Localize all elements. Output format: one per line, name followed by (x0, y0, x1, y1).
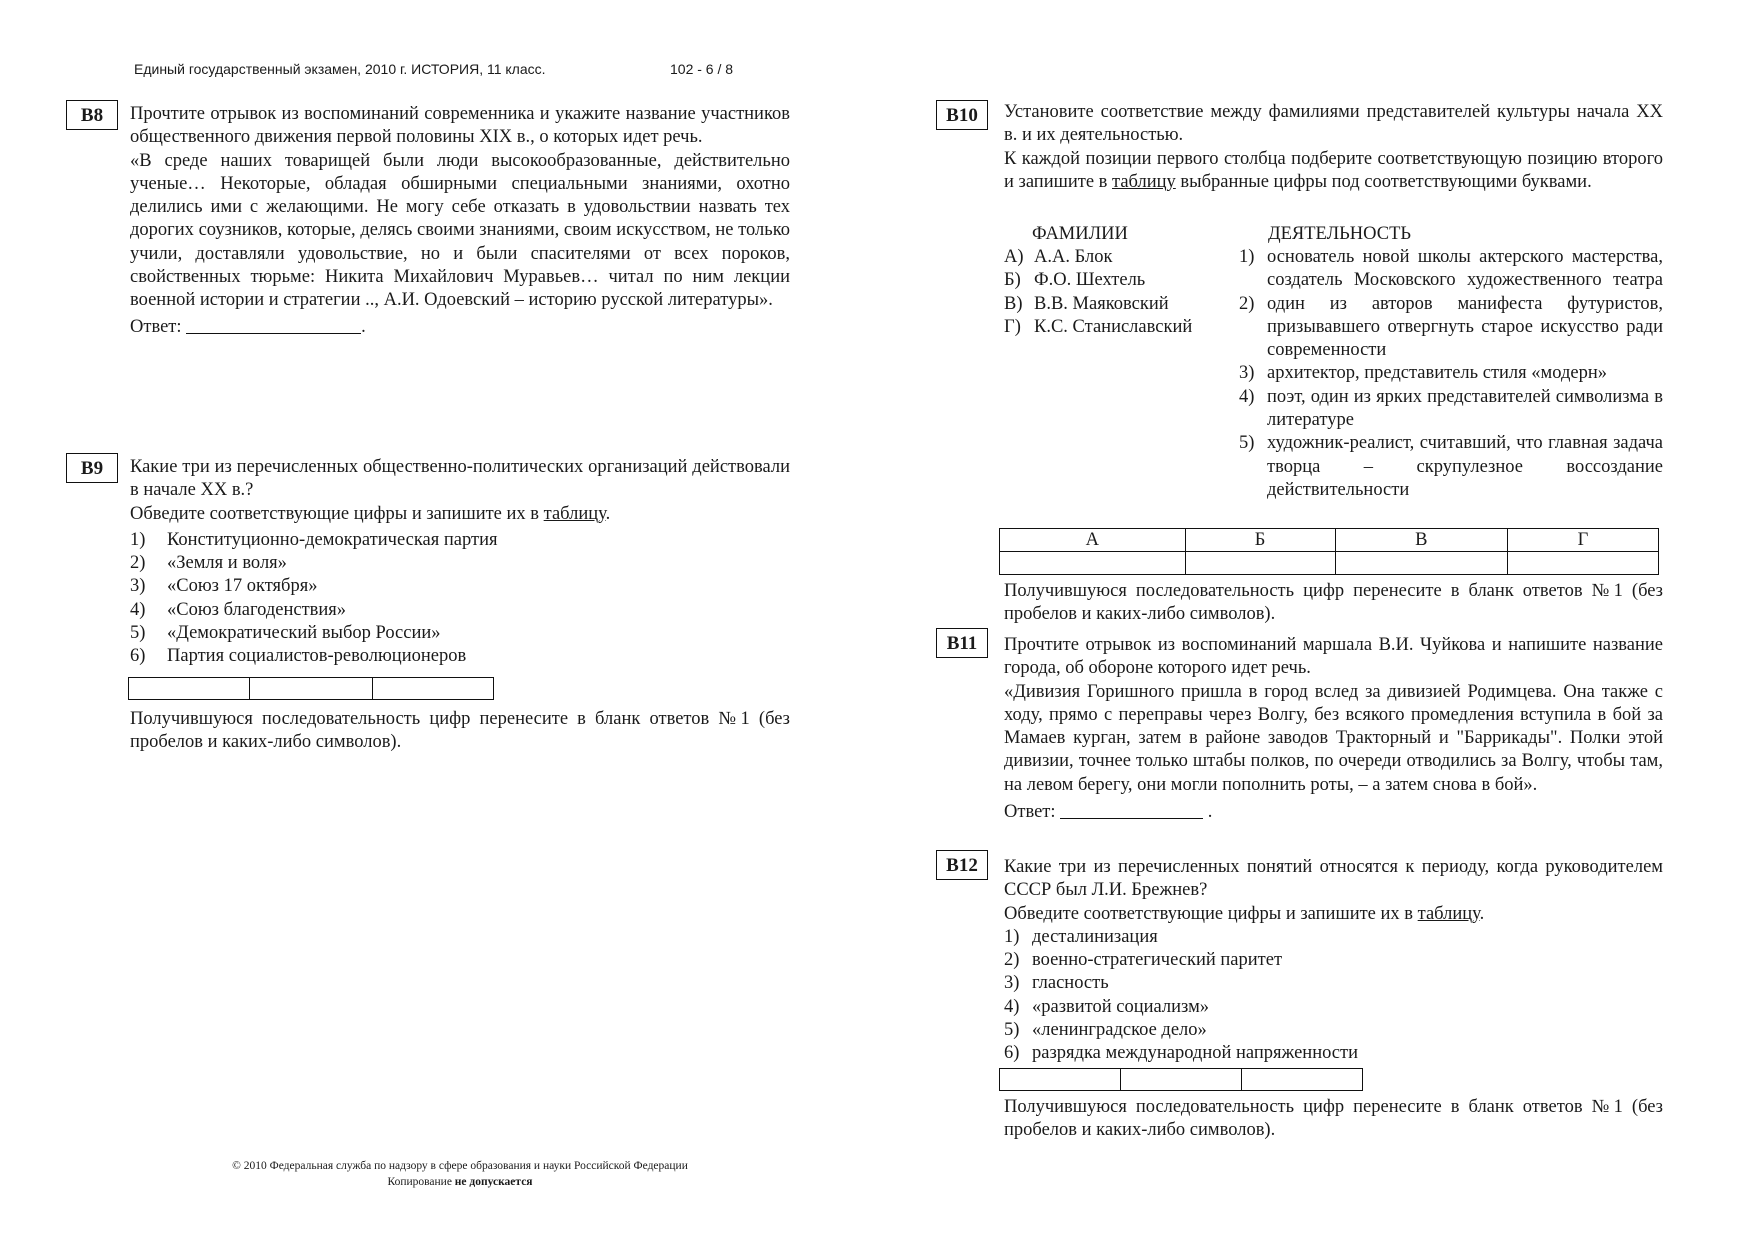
list-item: Г) К.С. Станиславский (1004, 316, 1193, 337)
b10-grid-header-b: Б (1185, 529, 1335, 552)
b12-transfer: Получившуюся последовательность цифр перенесите в бланк ответов №1 (без пробелов и каких-либо символов). (1004, 1097, 1663, 1141)
list-item: 2) военно-стратегический паритет (1004, 950, 1283, 971)
b10-transfer: Получившуюся последовательность цифр перенесите в бланк ответов №1 (без пробелов и каких-либо символов). (1004, 581, 1663, 625)
b11-label: B11 (936, 628, 988, 658)
page-footer (180, 1158, 740, 1190)
copyright-line: © 2010 Федеральная служба по надзору в сфере образования и науки Российской Федерации (232, 1160, 688, 1172)
page-number: 102 - 6 / 8 (670, 61, 734, 77)
list-item: 4) «Союз благоденствия» (130, 599, 347, 620)
b9-answer-cell-2[interactable] (250, 678, 373, 700)
b9-answer-table (128, 677, 494, 700)
list-item: 5) «ленинградское дело» (1004, 1020, 1207, 1041)
b10-names (1004, 246, 1192, 339)
list-item: 5) «Демократический выбор России» (130, 623, 441, 644)
page-header (134, 61, 734, 77)
b12-answer-cell-3[interactable] (1242, 1069, 1363, 1091)
list-item: 4) поэт, один из ярких представителей символизма в литературе (1239, 386, 1663, 431)
list-item: 1) основатель новой школы актерского мастерства, создатель Московского художественного театра (1239, 247, 1663, 291)
list-item: 2) «Земля и воля» (130, 553, 287, 574)
b9-answer-cell-1[interactable] (129, 678, 250, 700)
b10-table-link: таблицу (1112, 171, 1176, 192)
b9-question: Какие три из перечисленных общественно-политических организаций действовали в начале XX в.? (130, 457, 790, 501)
b9-question-block (130, 456, 790, 669)
b10-grid-header-a: А (1000, 529, 1186, 552)
b10-instruction: К каждой позиции первого столбца подберите соответствующую позицию второго и запишите в таблицу выбранные цифры под соответствующими буквами. (1004, 148, 1663, 192)
b12-answer-cell-1[interactable] (1000, 1069, 1121, 1091)
list-item: 4) «развитой социализм» (1004, 996, 1210, 1017)
b10-col1-header: ФАМИЛИИ (1032, 224, 1128, 244)
list-item: 3) архитектор, представитель стиля «модерн» (1239, 363, 1607, 384)
b11-quote: «Дивизия Горишного пришла в город вслед за дивизией Родимцева. Она также с ходу, прямо с переправы через Волгу, без всякого промедления вступила в бой за Мамаев курган, затем в районе заводов Тракторный и "Баррикады". Полки этой дивизии, точнее только штабы полков, по очереди отводились за Волгу, чтобы там, на левом берегу, они могли пополнить роты, – а затем снова в бой». (1004, 681, 1663, 795)
exam-title: Единый государственный экзамен, 2010 г. ИСТОРИЯ, 11 класс. (134, 61, 546, 77)
b8-answer-line: Ответ: . (130, 316, 366, 337)
list-item: 1) десталинизация (1004, 926, 1158, 947)
b10-activities (1239, 246, 1663, 502)
b10-grid-header-g: Г (1507, 529, 1658, 552)
b11-answer-line: Ответ: . (1004, 802, 1213, 823)
list-item: 6) Партия социалистов-революционеров (130, 646, 467, 667)
b12-instruction: Обведите соответствующие цифры и запишите их в таблицу. (1004, 903, 1485, 924)
b10-question: Установите соответствие между фамилиями представителей культуры начала XX в. и их деятельностью. (1004, 102, 1663, 146)
b9-instruction: Обведите соответствующие цифры и запишите их в таблицу. (130, 503, 611, 524)
b10-answer-cell-b[interactable] (1185, 552, 1335, 575)
b10-grid-header-v: В (1335, 529, 1507, 552)
b12-table-link: таблицу (1417, 903, 1480, 924)
b12-answer-cell-2[interactable] (1121, 1069, 1242, 1091)
b10-answer-cell-g[interactable] (1507, 552, 1658, 575)
b8-label: B8 (66, 100, 118, 130)
b10-label: B10 (936, 100, 988, 130)
list-item: А) А.А. Блок (1004, 247, 1113, 267)
b8-question-block (130, 103, 790, 339)
b8-answer-label: Ответ: (130, 316, 182, 337)
b12-label: B12 (936, 850, 988, 880)
b9-label: B9 (66, 453, 118, 483)
list-item: 2) один из авторов манифеста футуристов, призывавшего отвергнуть старое искусство ради современности (1239, 293, 1663, 361)
b9-list (130, 529, 790, 669)
b10-answer-cell-a[interactable] (1000, 552, 1186, 575)
b10-answer-grid (999, 528, 1659, 575)
list-item: 3) «Союз 17 октября» (130, 576, 318, 597)
b8-question: Прочтите отрывок из воспоминаний современника и укажите название участников общественного движения первой половины XIX в., о которых идет речь. (130, 104, 790, 148)
b11-answer-label: Ответ: (1004, 802, 1056, 823)
b8-answer-input[interactable] (186, 315, 361, 334)
b9-answer-cell-3[interactable] (373, 678, 494, 700)
b12-list (1004, 926, 1663, 1066)
list-item: 1) Конституционно-демократическая партия (130, 529, 498, 550)
list-item: 3) гласность (1004, 973, 1109, 994)
list-item: 5) художник-реалист, считавший, что главная задача творца – скрупулезное воссоздание действительности (1239, 433, 1663, 500)
b12-question: Какие три из перечисленных понятий относятся к периоду, когда руководителем СССР был Л.И. Брежнев? (1004, 857, 1663, 901)
b12-answer-table (999, 1068, 1363, 1091)
copy-notice: Копирование не допускается (387, 1176, 533, 1188)
list-item: В) В.В. Маяковский (1004, 293, 1169, 314)
b10-col2-header: ДЕЯТЕЛЬНОСТЬ (1268, 224, 1411, 244)
b11-question-block (1004, 634, 1663, 824)
list-item: Б) Ф.О. Шехтель (1004, 270, 1146, 291)
b9-transfer: Получившуюся последовательность цифр перенесите в бланк ответов №1 (без пробелов и каких-либо символов). (130, 709, 790, 753)
b10-answer-cell-v[interactable] (1335, 552, 1507, 575)
b8-quote: «В среде наших товарищей были люди высокообразованные, действительно ученые… Некоторые, обладая обширными специальными знаниями, охотно делились ими с желающими. Не могу себе отказать в удовольствии назвать тех дорогих соузников, которые, делясь своими знаниями, своим искусством, не только учили, доставляли удовольствие, но и были спасителями от всех пороков, свойственных тюрьме: Никита Михайлович Муравьев… читал по ним лекции военной истории и стратегии .., А.И. Одоевский – историю русской литературы». (130, 150, 790, 311)
b9-table-link: таблицу (543, 503, 606, 524)
list-item: 6) разрядка международной напряженности (1004, 1043, 1358, 1064)
b10-question-block (1004, 101, 1663, 194)
b11-question: Прочтите отрывок из воспоминаний маршала В.И. Чуйкова и напишите название города, об обороне которого идет речь. (1004, 635, 1663, 679)
b12-question-block (1004, 856, 1663, 1066)
b11-answer-input[interactable] (1060, 800, 1203, 819)
